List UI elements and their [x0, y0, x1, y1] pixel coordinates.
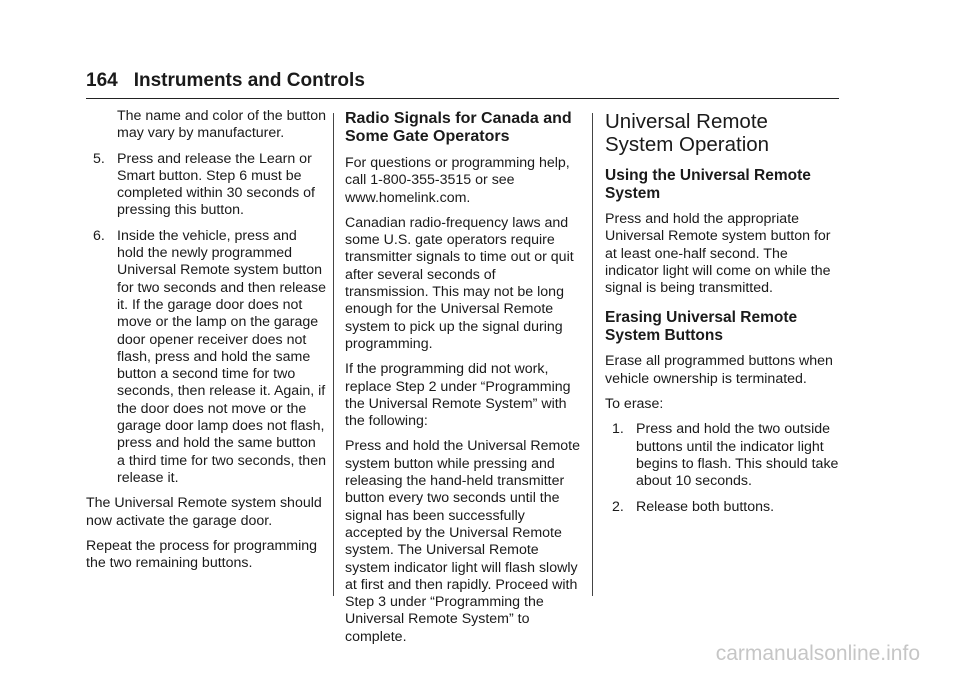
column-3	[605, 108, 840, 524]
to-erase-label: To erase:	[605, 396, 664, 413]
page-header	[86, 70, 365, 92]
paragraph: Repeat the process for programming the two remaining buttons.	[86, 537, 318, 572]
step-number: 2.	[612, 498, 624, 515]
step-number: 6.	[93, 227, 105, 244]
paragraph: Erase all programmed buttons when vehicle ownership is terminated.	[605, 353, 833, 387]
using-heading: Using the Universal Remote System	[605, 167, 811, 202]
operation-heading: Universal Remote System Operation	[605, 110, 770, 156]
step-number: 1.	[612, 421, 624, 438]
step-text: Release both buttons.	[636, 498, 775, 515]
step-item	[605, 421, 840, 490]
column-2	[345, 108, 580, 654]
step-item	[86, 151, 326, 220]
step-text: Inside the vehicle, press and hold the newly programmed Universal Remote system button for two seconds and then release it. If the garage door does not move or the lamp on the garage door opener receiver does not flash, press and hold the same button a second time for two seconds, then release it. Again, if the door does not move or the garage door lamp does not flash, press and hold the same button a third time for two seconds, then release it.	[117, 227, 327, 486]
radio-signals-heading: Radio Signals for Canada and Some Gate Operators	[345, 110, 572, 145]
step-text: Press and hold the two outside buttons until the indicator light begins to flash. This should take about 10 seconds.	[636, 421, 839, 490]
erasing-heading: Erasing Universal Remote System Buttons	[605, 309, 798, 344]
column-1	[86, 108, 326, 580]
paragraph: Canadian radio-frequency laws and some U.S. gate operators require transmitter signals to time out or quit after several seconds of transmission. This may not be long enough for the Universal Remote system to pick up the signal during programming.	[345, 214, 574, 352]
step-list	[86, 151, 326, 488]
erase-step-list	[605, 421, 840, 515]
step-item	[86, 228, 326, 487]
step-number: 5.	[93, 150, 105, 167]
paragraph: Press and hold the Universal Remote system button while pressing and releasing the hand-held transmitter button every two seconds until the signal has been successfully accepted by the Universal Remote system. The Universal Remote system indicator light will flash slowly at first and then rapidly. Proceed with Step 3 under “Programming the Universal Remote System” to complete.	[345, 438, 581, 645]
step-text: Press and release the Learn or Smart button. Step 6 must be completed within 30 seconds of pressing this button.	[117, 150, 315, 219]
paragraph: If the programming did not work, replace Step 2 under “Programming the Universal Remote System” with the following:	[345, 361, 571, 430]
column-divider-1	[333, 113, 334, 596]
paragraph: For questions or programming help, call 1-800-355-3515 or see www.homelink.com.	[345, 155, 570, 206]
header-rule	[86, 98, 839, 99]
page-number: 164	[86, 70, 118, 91]
column-divider-2	[592, 113, 593, 596]
paragraph: Press and hold the appropriate Universal Remote system button for at least one-half second. The indicator light will come on while the signal is being transmitted.	[605, 211, 831, 297]
step-item	[605, 499, 840, 516]
watermark: carmanualsonline.info	[715, 642, 920, 665]
manufacturer-note: The name and color of the button may vary by manufacturer.	[117, 108, 327, 142]
paragraph: The Universal Remote system should now activate the garage door.	[86, 495, 322, 529]
section-title: Instruments and Controls	[133, 70, 365, 91]
